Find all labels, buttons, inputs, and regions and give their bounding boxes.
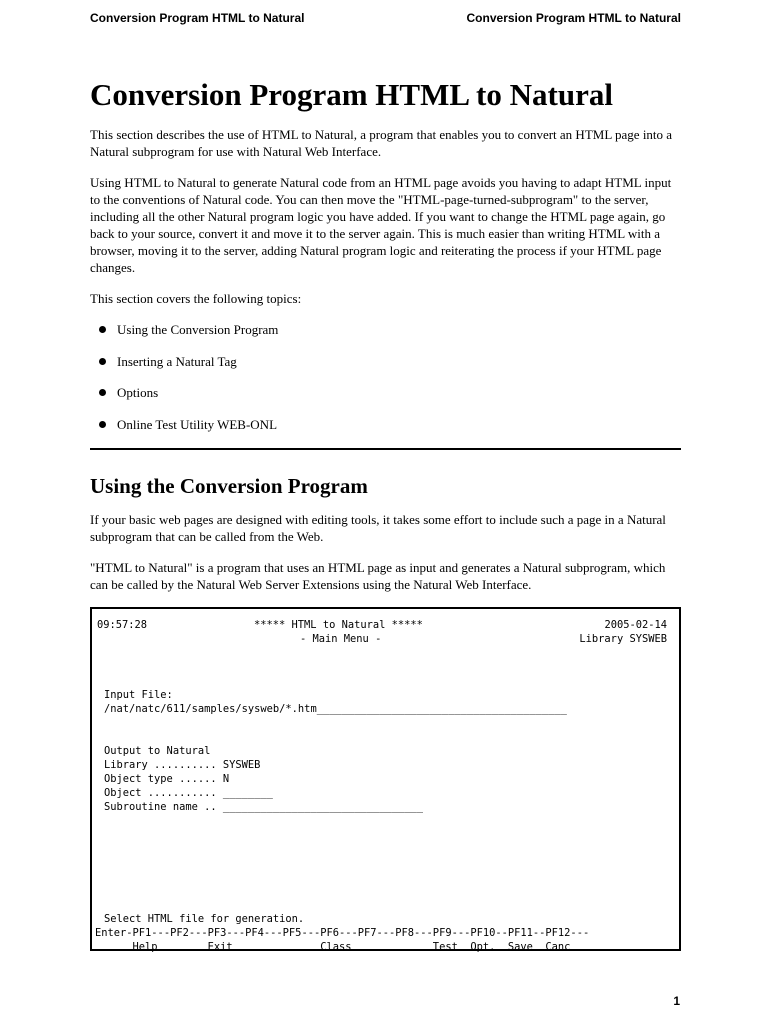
pf-key-labels[interactable]: Help Exit Class Test Opt. Save Canc: [95, 941, 571, 953]
terminal-date: 2005-02-14: [604, 619, 667, 631]
running-header-left: Conversion Program HTML to Natural: [90, 11, 305, 25]
terminal-title: ***** HTML to Natural *****: [254, 619, 423, 631]
section-title: Using the Conversion Program: [90, 474, 368, 498]
terminal-time: 09:57:28: [97, 619, 148, 631]
object-type-field[interactable]: Object type ...... N: [104, 773, 230, 785]
input-file-label: Input File:: [104, 689, 173, 701]
terminal-library-info: Library SYSWEB: [579, 633, 667, 645]
topic-link-inserting-natural-tag[interactable]: Inserting a Natural Tag: [90, 353, 681, 385]
object-field[interactable]: Object ........... ________: [104, 787, 273, 799]
bullet-icon: [99, 421, 106, 428]
intro-paragraph: This section describes the use of HTML to Natural, a program that enables you to convert an HTML page into a Natural subprogram for use with Natural Web Interface.: [90, 127, 673, 159]
status-message: Select HTML file for generation.: [104, 913, 305, 925]
topic-link-options[interactable]: Options: [90, 384, 681, 416]
bullet-icon: [99, 358, 106, 365]
main-content: [90, 76, 681, 951]
terminal-subtitle: - Main Menu -: [300, 633, 382, 645]
topic-link-online-test-utility[interactable]: Online Test Utility WEB-ONL: [90, 416, 681, 448]
intro-paragraph: This section covers the following topics:: [90, 291, 302, 306]
page-number: 1: [673, 994, 680, 1008]
topic-link-using-conversion-program[interactable]: Using the Conversion Program: [90, 321, 681, 353]
intro-paragraph: Using HTML to Natural to generate Natural code from an HTML page avoids you having to adapt HTML input to the conventions of Natural code. You can then move the "HTML-page-turned-subprogram" to the server, including all the other Natural program logic you have added. If you want to change the HTML page again, go back to your source, convert it and move it to the server again. This is much easier than writing HTML with a browser, moving it to the server, adding Natural program logic and reiterating the process if your HTML page changes.: [90, 175, 672, 275]
bullet-icon: [99, 326, 106, 333]
input-file-field[interactable]: /nat/natc/611/samples/sysweb/*.htm________________________________________: [104, 703, 567, 715]
topics-list: [90, 321, 681, 447]
output-label: Output to Natural: [104, 745, 211, 757]
section-paragraph: "HTML to Natural" is a program that uses an HTML page as input and generates a Natural subprogram, which can be called by the Natural Web Server Extensions using the Natural Web Interface.: [90, 560, 666, 592]
page-title: Conversion Program HTML to Natural: [90, 77, 613, 112]
pf-key-line[interactable]: Enter-PF1---PF2---PF3---PF4---PF5---PF6---PF7---PF8---PF9---PF10--PF11--PF12---: [95, 927, 590, 939]
subroutine-name-field[interactable]: Subroutine name .. ________________________________: [104, 801, 424, 813]
section-divider: [90, 448, 681, 450]
library-field[interactable]: Library .......... SYSWEB: [104, 759, 261, 771]
section-paragraph: If your basic web pages are designed with editing tools, it takes some effort to include such a page in a Natural subprogram that can be called from the Web.: [90, 512, 666, 544]
bullet-icon: [99, 389, 106, 396]
running-header-right: Conversion Program HTML to Natural: [466, 11, 681, 25]
terminal-screen: [90, 607, 681, 951]
